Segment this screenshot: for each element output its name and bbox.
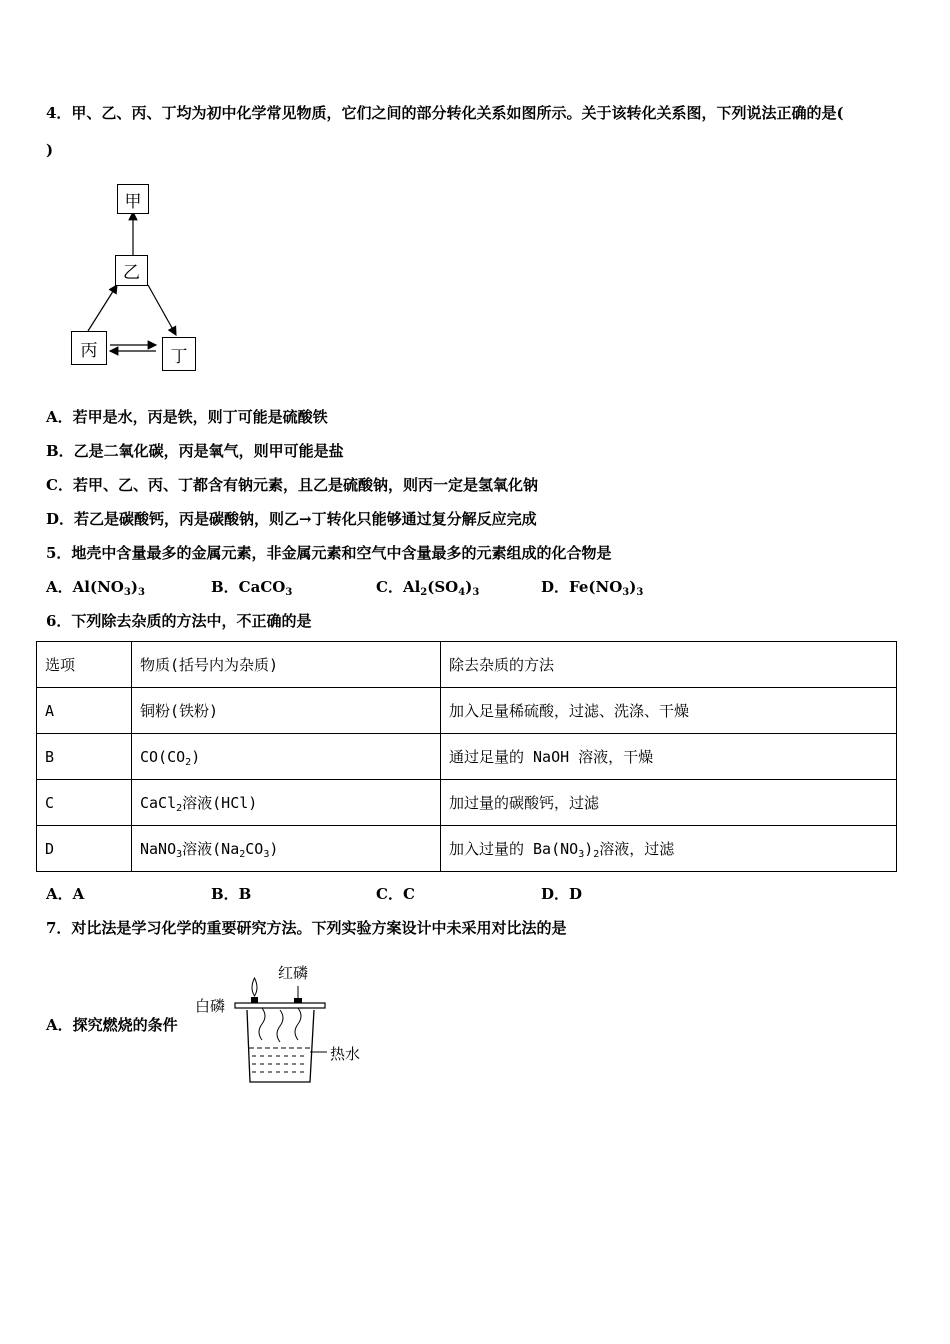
row-substance: $CO(CO_2)$ bbox=[132, 734, 441, 780]
arrow-bing-to-yi bbox=[88, 285, 117, 331]
q6-option-d: D．D bbox=[541, 885, 583, 903]
table-row bbox=[37, 734, 897, 780]
row-method: 通过足量的 NaOH 溶液，干燥 bbox=[441, 734, 897, 780]
q4-option-b: B．乙是二氧化碳，丙是氧气，则甲可能是盐 bbox=[46, 442, 344, 460]
q5-option-c: C．$Al_2(SO_4)_3$ bbox=[376, 578, 480, 598]
diagram-box-ding: 丁 bbox=[162, 337, 196, 371]
diagram-box-jia: 甲 bbox=[117, 184, 149, 214]
q6-option-c: C．C bbox=[376, 885, 415, 903]
arrow-yi-to-ding bbox=[148, 285, 176, 335]
row-option: A bbox=[37, 688, 132, 734]
q5-option-b: B．CaCO$_3$ bbox=[211, 578, 293, 598]
label-white-phosphorus: 白磷 bbox=[195, 997, 226, 1015]
label-hot-water: 热水 bbox=[330, 1045, 361, 1063]
header-option: 选项 bbox=[37, 642, 132, 688]
row-option: D bbox=[37, 826, 132, 872]
q4-option-a: A．若甲是水，丙是铁，则丁可能是硫酸铁 bbox=[46, 408, 328, 426]
q7-stem: 7．对比法是学习化学的重要研究方法。下列实验方案设计中未采用对比法的是 bbox=[46, 919, 567, 937]
q4-stem-line1: 4．甲、乙、丙、丁均为初中化学常见物质，它们之间的部分转化关系如图所示。关于该转化关系图，下列说法正确的是( bbox=[46, 104, 844, 122]
q6-stem: 6．下列除去杂质的方法中，不正确的是 bbox=[46, 612, 312, 630]
row-method: 加入足量稀硫酸，过滤、洗涤、干燥 bbox=[441, 688, 897, 734]
flame-icon bbox=[252, 978, 257, 996]
header-method: 除去杂质的方法 bbox=[441, 642, 897, 688]
row-method: 加入过量的 $Ba(NO_3)_2$溶液，过滤 bbox=[441, 826, 897, 872]
header-substance: 物质(括号内为杂质) bbox=[132, 642, 441, 688]
label-red-phosphorus: 红磷 bbox=[278, 964, 309, 982]
table-row bbox=[37, 826, 897, 872]
q6-option-b: B．B bbox=[211, 885, 252, 903]
table-row bbox=[37, 688, 897, 734]
beaker bbox=[247, 1010, 314, 1082]
q6-table bbox=[36, 641, 897, 872]
q4-option-c: C．若甲、乙、丙、丁都含有钠元素，且乙是硫酸钠，则丙一定是氢氧化钠 bbox=[46, 476, 538, 494]
row-method: 加过量的碳酸钙，过滤 bbox=[441, 780, 897, 826]
q4-option-d: D．若乙是碳酸钙，丙是碳酸钠，则乙→丁转化只能够通过复分解反应完成 bbox=[46, 510, 537, 528]
row-option: C bbox=[37, 780, 132, 826]
table-row bbox=[37, 780, 897, 826]
q7-option-a: A．探究燃烧的条件 bbox=[46, 1016, 178, 1034]
q5-stem: 5．地壳中含量最多的金属元素，非金属元素和空气中含量最多的元素组成的化合物是 bbox=[46, 544, 612, 562]
row-option: B bbox=[37, 734, 132, 780]
copper-plate bbox=[235, 1003, 325, 1008]
row-substance: 铜粉(铁粉) bbox=[132, 688, 441, 734]
row-substance: CaCl$_2$溶液(HCl) bbox=[132, 780, 441, 826]
q5-option-a: A．$Al(NO_3)_3$ bbox=[46, 578, 145, 598]
q6-option-a: A．A bbox=[46, 885, 85, 903]
table-header-row bbox=[37, 642, 897, 688]
q4-stem-line2: ) bbox=[46, 141, 54, 159]
diagram-box-yi: 乙 bbox=[115, 255, 148, 286]
row-substance: NaNO$_3$溶液$(Na_2CO_3)$ bbox=[132, 826, 441, 872]
diagram-box-bing: 丙 bbox=[71, 331, 107, 365]
q5-option-d: D．$Fe(NO_3)_3$ bbox=[541, 578, 644, 598]
